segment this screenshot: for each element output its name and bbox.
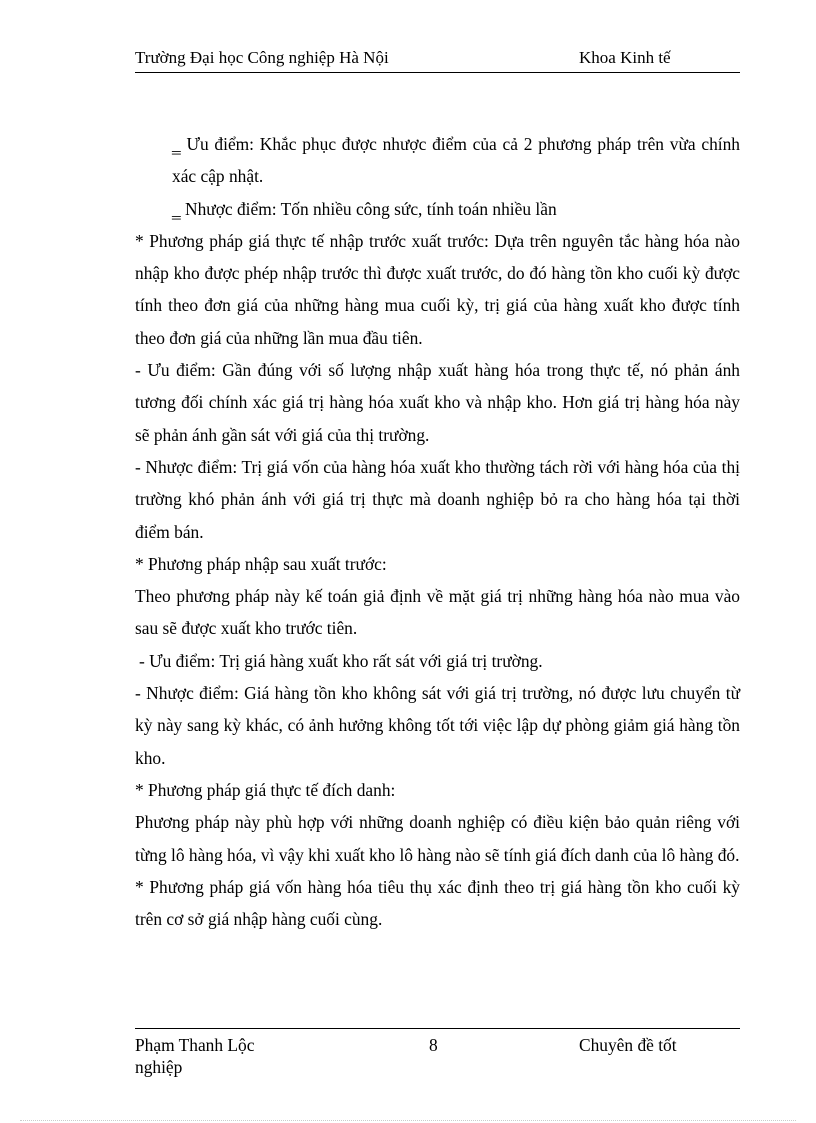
document-body — [135, 128, 740, 935]
footer-title-continued: nghiệp — [135, 1057, 183, 1077]
paragraph: - Nhược điểm: Giá hàng tồn kho không sát với giá trị trường, nó được lưu chuyển từ kỳ này sang kỳ khác, có ảnh hưởng không tốt tới việc lập dự phòng giảm giá hàng tồn kho. — [135, 683, 740, 768]
paragraph: - Nhược điểm: Trị giá vốn của hàng hóa xuất kho thường tách rời với hàng hóa của thị trường khó phản ánh với giá trị thực mà doanh nghiệp bỏ ra cho hàng hóa tại thời điểm bán. — [135, 456, 740, 542]
paragraph: * Phương pháp giá thực tế nhập trước xuất trước: Dựa trên nguyên tắc hàng hóa nào nhập kho được phép nhập trước thì được xuất trước, do đó hàng tồn kho cuối kỳ được tính theo đơn giá của những hàng mua cuối kỳ, trị giá của hàng xuất kho được tính theo đơn giá của những lần mua đầu tiên. — [135, 230, 740, 348]
paragraph: * Phương pháp nhập sau xuất trước: — [135, 553, 387, 574]
page-number: 8 — [429, 1035, 438, 1055]
paragraph: ‗ Nhược điểm: Tốn nhiều công sức, tính toán nhiều lần — [172, 198, 557, 219]
paragraph: * Phương pháp giá thực tế đích danh: — [135, 779, 396, 800]
paragraph: Phương pháp này phù hợp với những doanh nghiệp có điều kiện bảo quản riêng với từng lô hàng hóa, vì vậy khi xuất kho lô hàng nào sẽ tính giá đích danh của lô hàng đó. — [135, 812, 740, 865]
paragraph: - Ưu điểm: Trị giá hàng xuất kho rất sát với giá trị trường. — [139, 650, 543, 671]
footer-title: Chuyên đề tốt — [579, 1035, 677, 1055]
paragraph: - Ưu điểm: Gần đúng với số lượng nhập xuất hàng hóa trong thực tế, nó phản ánh tương đối chính xác giá trị hàng hóa xuất kho và nhập kho. Hơn giá trị hàng hóa này sẽ phản ánh gần sát với giá của thị trường. — [135, 360, 740, 445]
paragraph: * Phương pháp giá vốn hàng hóa tiêu thụ xác định theo trị giá hàng tồn kho cuối kỳ trên cơ sở giá nhập hàng cuối cùng. — [135, 876, 740, 930]
header-school: Trường Đại học Công nghiệp Hà Nội — [135, 48, 389, 67]
page-bottom-divider — [20, 1120, 796, 1121]
paragraph: Theo phương pháp này kế toán giả định về mặt giá trị những hàng hóa nào mua vào sau sẽ được xuất kho trước tiên. — [135, 586, 740, 639]
footer-author: Phạm Thanh Lộc — [135, 1035, 255, 1055]
page-footer — [135, 1028, 740, 1077]
page-header — [135, 48, 740, 73]
paragraph: ‗ Ưu điểm: Khắc phục được nhược điểm của cả 2 phương pháp trên vừa chính xác cập nhật. — [172, 134, 740, 187]
footer-author-block — [135, 1034, 285, 1078]
header-faculty: Khoa Kinh tế — [579, 48, 671, 67]
